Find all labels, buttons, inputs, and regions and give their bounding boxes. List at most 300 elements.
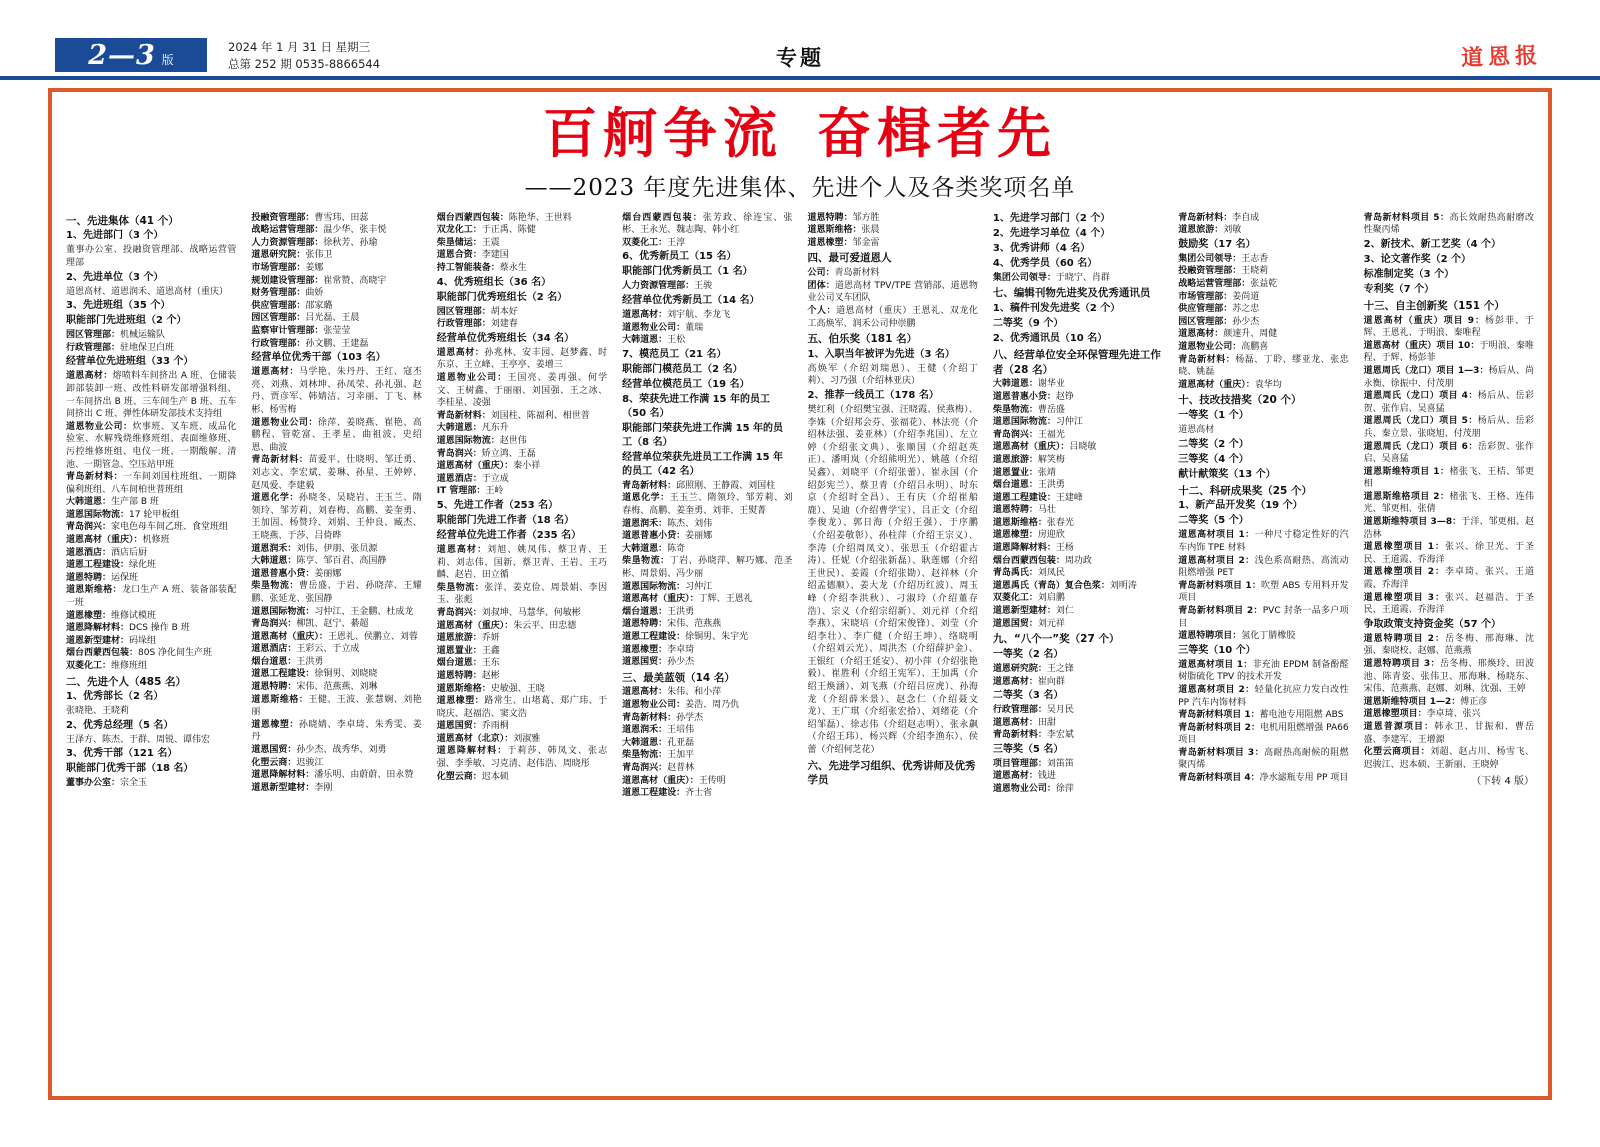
article-title [52, 102, 1548, 165]
entry-line: 道恩高材项目 2：浅色系高耐热、高流动阻燃增强 PET [1178, 555, 1349, 579]
entry-org-label: 道恩国贸： [992, 618, 1038, 629]
subsection-heading: 1、新产品开发奖（19 个） [1178, 500, 1303, 512]
entry-org-label: 道恩高材： [1178, 329, 1224, 340]
entry-line: 道恩降解材料：于莉莎、韩凤文、张志强、李季敏、习克清、赵伟浩、周晓彤 [436, 746, 608, 770]
entry-line: 青岛新材料：孙学杰 [622, 712, 704, 723]
entry-line: 道恩润禾：王培伟 [622, 725, 695, 736]
entry-org-label: 道恩酒店： [436, 473, 482, 484]
entry-org-label: 烟台道恩： [622, 606, 668, 617]
entry-org-label: 化塑云商： [436, 771, 482, 782]
entry-org-label: 道恩研究院： [251, 250, 306, 261]
entry-org-label: 道恩高材项目 1： [1178, 659, 1253, 670]
entry-line: 道恩工程建设：王建峰 [992, 492, 1083, 503]
subsection-heading: 2、先进学习单位（4 个） [992, 227, 1111, 239]
entry-org-label: 青岛润兴： [251, 619, 297, 630]
entry-org-label: 大韩道恩： [66, 497, 112, 508]
subsection-heading: 1、优秀部长（2 名） [66, 691, 164, 703]
entry-line: 供应管理部：苏之忠 [1178, 304, 1260, 315]
entry-org-label: 道恩斯维特项目 1—2： [1363, 696, 1461, 707]
entry-line: 道恩旅游：乔妍 [436, 633, 500, 644]
entry-line: 道恩物业公司：王国亮、姜再强、何学文、王树鑫、于丽丽、刘国强、王之冰、李桂星、凌强 [436, 373, 608, 409]
entry-line: 道恩特聘：邹方胜 [807, 212, 880, 223]
subsection-heading: 2、推荐一线员工（178 名） [807, 390, 939, 401]
entry-org-label: 道恩置业： [436, 645, 482, 656]
subsection-heading: 二等奖（3 名） [992, 690, 1064, 702]
entry-line: 大韩道恩：谢华业 [992, 379, 1065, 390]
entry-org-label: 财务管理部： [251, 288, 306, 299]
entry-line: 道恩高材（重庆）：秦小祥 [436, 461, 541, 472]
entry-org-label: 双菱化工： [622, 237, 668, 248]
entry-org-label: 人力资源管理部： [251, 237, 324, 248]
entry-line: 青岛润兴：矫立鸿、王磊 [436, 448, 536, 459]
entry-org-label: 道恩物业公司： [992, 784, 1056, 795]
entry-line: 园区管理部：吕光磊、王晨 [251, 313, 360, 324]
subsection-heading: 4、优秀班组长（36 名） [436, 276, 552, 288]
entry-line: 财务管理部：曲娇 [251, 288, 324, 299]
entry-line: 青岛新材料：邱照刚、王静霞、刘国柱 [622, 480, 776, 491]
entry-line: 市场管理部：姜尚道 [1178, 291, 1260, 302]
entry-line: 大韩道恩：王松 [622, 335, 686, 346]
entry-org-label: 烟台道恩： [436, 658, 482, 669]
entry-line: 青岛新材料项目 4：净水滤瓶专用 PP 项目 [1178, 773, 1349, 784]
entry-org-label: 大韩道恩： [251, 556, 297, 567]
entry-org-label: 大韩道恩： [992, 379, 1038, 390]
entry-org-label: 青岛禹氏： [992, 568, 1038, 579]
subsection-heading: 三等奖（10 个） [1178, 644, 1256, 656]
entry-org-label: 道恩高材（重庆）： [1178, 379, 1255, 390]
entry-line: 道恩高材项目 1：非充油 EPDM 制备酚醛树脂硫化 TPV 的技术开发 [1178, 659, 1349, 683]
entry-line: 道恩斯维格项目 2：楮张飞、王格、连伟光、邹更相、张倩 [1363, 491, 1534, 515]
entry-line: 烟台西蒙西包装：80S 净化间生产班 [66, 648, 213, 659]
section-heading: 四、最可爱道恩人 [807, 252, 892, 265]
entry-org-label: 道恩润禾： [251, 543, 297, 554]
entry-line: 道恩研究院：王之锋 [992, 663, 1074, 674]
entry-org-label: 道恩高材项目 1： [1178, 530, 1255, 541]
entry-line: 投融资管理部：曹雪玮、田蕊 [251, 212, 369, 223]
entry-line: 青岛润兴：家电色母车间乙班、食堂班组 [66, 522, 229, 533]
entry-line: 道恩国际物流：习仲江、王金鹏、杜成龙 [251, 606, 414, 617]
entry-line: 道恩禹氏（青岛）复合色浆：刘明涛 [992, 580, 1137, 591]
entry-org-label: 青岛新材料： [622, 712, 677, 723]
entry-line: 道恩旅游：解笑梅 [992, 454, 1065, 465]
entry-line: 道恩高材：刘旭、姚凤伟、蔡卫青、王莉、刘志伟、国新、蔡卫青、王岩、王巧麟、赵岩、田立循 [436, 544, 608, 581]
entry-org-label: 监察审计管理部： [251, 326, 324, 337]
entry-line: 道恩普惠小贷：姜丽娜 [622, 531, 713, 542]
entry-line: 道恩新型建材：码垛组 [66, 635, 157, 646]
entry-org-label: 道恩高材： [251, 367, 299, 378]
entry-org-label: 青岛润兴： [992, 429, 1038, 440]
entry-org-label: 柴垦储运： [436, 237, 482, 248]
entry-line: 道恩酒店：于立成 [436, 473, 509, 484]
subsection-heading: 二等奖（2 个） [1178, 438, 1249, 450]
entry-org-label: 青岛新材料： [992, 730, 1047, 741]
entry-org-label: 道恩特聘： [992, 505, 1038, 516]
entry-org-label: 战略运营管理部： [1178, 279, 1251, 290]
entry-org-label: 道恩斯维格： [251, 694, 309, 705]
entry-org-label: 青岛新材料： [251, 455, 309, 466]
subsection-heading: 职能部门优秀班组长（2 名） [436, 291, 568, 303]
entry-org-label: IT 管理部： [436, 486, 486, 497]
entry-org-label: 道恩润禾： [622, 725, 668, 736]
entry-line: 道恩橡塑项目：李卓琦、张兴 [1363, 709, 1481, 720]
entry-line: 投融资管理部：王晓莉 [1178, 266, 1269, 277]
entry-line: 道恩润禾：陈杰、刘伟 [622, 518, 713, 529]
entry-org-label: 烟台西蒙西包装： [622, 212, 703, 223]
entry-org-label: 道恩周氏（龙口）项目 5： [1363, 416, 1478, 427]
entry-org-label: 道恩国贸： [436, 721, 482, 732]
entry-org-label: 道恩高材（重庆）： [66, 535, 143, 546]
subsection-heading: 职能部门先进工作者（18 名） [436, 514, 575, 526]
entry-line: 个人：道恩高材（重庆）王恩礼、双龙化工高焕军、润禾公司仲崇鹏 [807, 305, 978, 329]
entry-line: 烟台西蒙西包装：张芳政、徐连宝、张彬、王永光、魏志陶、韩小红 [622, 212, 793, 236]
entry-org-label: 道恩高材项目 2： [1178, 684, 1255, 695]
entry-line: 道恩工程建设：齐士省 [622, 788, 713, 799]
entry-line: 道恩橡塑项目 2：李卓琦、张兴、王道霞、乔海洋 [1363, 567, 1534, 591]
entry-line: 烟台西蒙西包装：周功政 [992, 555, 1092, 566]
entry-line: 道恩旅游：刘敏 [1178, 225, 1242, 236]
entry-line: 道恩研究院：张伟卫 [251, 250, 333, 261]
entry-line: 青岛新材料项目 1：蓄电池专用阻燃 ABS [1178, 710, 1344, 721]
entry-org-label: 道恩高材： [992, 676, 1038, 687]
entry-line: 青岛润兴：王福光 [992, 429, 1065, 440]
subsection-heading: 2、新技术、新工艺奖（4 个） [1363, 238, 1502, 250]
subsection-heading: 8、荣获先进工作满 15 年的员工（50 名） [622, 393, 770, 419]
entry-org-label: 行政管理部： [251, 338, 306, 349]
entry-org-label: 道恩高材： [992, 717, 1038, 728]
entry-org-label: 道恩高材（重庆）： [992, 442, 1070, 453]
entry-line: 双龙化工：于正禹、陈健 [436, 225, 536, 236]
entry-line: 烟台道恩：王东 [436, 658, 500, 669]
entry-line: 道恩物业公司：姜浩、周乃仇 [622, 700, 740, 711]
subsection-heading: 3、优秀干部（121 名） [66, 748, 178, 760]
entry-line: 道恩斯维格：张春光 [992, 517, 1074, 528]
entry-line: 园区管理部：孙少杰 [1178, 316, 1260, 327]
entry-line: 道恩高材：钱进 [992, 771, 1056, 782]
entry-line: 道恩普惠小贷：赵铮 [992, 391, 1074, 402]
entry-org-label: 道恩工程建设： [622, 788, 686, 799]
entry-line: 道恩国际物流：习仲江 [622, 581, 713, 592]
entry-line: 道恩高材：田甜 [992, 717, 1056, 728]
entry-line: 道恩橡塑：路常生、山堵葛、郑广玮、于晓庆、赵福浩、窦文浩 [436, 696, 608, 719]
entry-line: 青岛新材料：李自成 [1178, 212, 1260, 223]
entry-org-label: 道恩研究院： [992, 663, 1047, 674]
entry-line: 道恩高材（重庆）项目 9：杨彭菲、于辉、王恩礼、于明浪、秦唯程 [1363, 315, 1534, 339]
entry-org-label: 持工智能装备： [436, 263, 500, 274]
entry-org-label: 规划建设管理部： [251, 275, 324, 286]
entry-line: 道恩物业公司：董瑞 [622, 322, 704, 333]
subsection-heading: 标准制定奖（3 个） [1363, 268, 1455, 280]
entry-org-label: 供应管理部： [251, 300, 306, 311]
entry-org-label: 道恩特聘： [251, 682, 297, 693]
entry-org-label: 道恩高材： [622, 687, 668, 698]
entry-line: 道恩特聘：宋伟、范燕燕、刘琳 [251, 682, 378, 693]
entry-line: 道恩物业公司：徐萍、姜晓燕、崔艳、高鹏程、管乾富、王孝星、曲祖波、史绍恩、曲波 [251, 417, 422, 453]
subsection-heading: 经营单位荣获先进员工工作满 15 年的员工（42 名） [622, 451, 784, 477]
entry-line: 道恩物业公司：高鹏喜 [1178, 342, 1269, 353]
entry-org-label: 投融资管理部： [1178, 266, 1242, 277]
entry-line: 道恩周氏（龙口）项目 4：杨后从、岳彩贺、张作启、吴喜猛 [1363, 391, 1534, 414]
subsection-heading: 经营单位先进班组（33 个） [66, 356, 194, 368]
date-line: 2024 年 1 月 31 日 星期三 [228, 40, 371, 54]
section-heading: 十三、自主创新奖（151 个） [1363, 299, 1505, 312]
entry-line: 道恩新型建材：李刚 [251, 782, 333, 793]
entry-org-label: 道恩特聘： [66, 572, 112, 583]
subsection-heading: 7、模范员工（21 名） [622, 348, 727, 360]
entry-org-label: 道恩橡塑项目： [1363, 709, 1427, 720]
entry-line: 道恩高材（重庆）：朱云平、田忠德 [436, 620, 577, 631]
paper-name: 道恩报 [1460, 42, 1543, 72]
entry-line: 园区管理部：机械运输队 [66, 330, 166, 341]
entry-line: 道恩高材项目 1：一种尺寸稳定性好的汽车内饰 TPE 材料 [1178, 530, 1349, 553]
entry-org-label: 道恩特聘： [807, 212, 853, 223]
entry-line: 道恩普源项目：韩永卫、甘振和、曹岳盛、李建军、王增源 [1363, 721, 1534, 745]
entry-org-label: 道恩普惠小贷： [622, 531, 686, 542]
entry-line: 项目管理部：刘笛笛 [992, 758, 1074, 769]
entry-org-label: 道恩工程建设： [251, 669, 315, 680]
entry-org-label: 团体： [807, 280, 835, 291]
entry-line: 青岛润兴：赵普林 [622, 763, 695, 773]
entry-org-label: 双菱化工： [66, 661, 112, 671]
entry-line: 道恩润禾：刘伟、伊朋、张员源 [251, 543, 378, 554]
entry-org-label: 道恩国际物流： [66, 509, 130, 520]
entry-line: 道恩降解材料：王杨 [992, 543, 1074, 554]
entry-org-label: 园区管理部： [1178, 316, 1233, 327]
entry-line: 青岛新材料项目 3：高耐热高耐候的阻燃聚丙烯 [1178, 747, 1349, 771]
entry-org-label: 道恩橡塑项目 1： [1363, 542, 1445, 553]
entry-line: 烟台道恩：王洪勇 [992, 480, 1065, 491]
masthead-rule [0, 76, 1600, 80]
entry-org-label: 青岛润兴： [436, 448, 482, 459]
entry-line: 道恩物业公司：徐萍 [992, 784, 1074, 795]
entry-org-label: 道恩物业公司： [622, 700, 686, 711]
entry-org-label: 烟台西蒙西包装： [992, 555, 1065, 566]
entry-org-label: 道恩高材（重庆）： [436, 461, 514, 472]
entry-line: 张晓艳、王晓莉 [66, 706, 130, 717]
entry-org-label: 道恩旅游： [436, 633, 482, 644]
subsection-heading: 鼓励奖（17 名） [1178, 238, 1256, 250]
section-heading: 二、先进个人（485 名） [66, 675, 187, 688]
entry-org-label: 柴垦物流： [436, 582, 485, 593]
entry-line: 道恩橡塑：孙晓婧、李卓琦、朱秀雯、姜丹 [251, 719, 422, 743]
entry-line: 道恩特聘：赵彬 [436, 670, 500, 681]
article-frame [48, 88, 1552, 1100]
subsection-heading: 2、先进单位（3 个） [66, 271, 164, 283]
entry-org-label: 道恩降解材料： [251, 770, 315, 781]
entry-org-label: 道恩新型建材： [66, 635, 130, 646]
entry-org-label: 园区管理部： [66, 330, 121, 341]
entry-org-label: 战略运营管理部： [251, 225, 324, 236]
entry-line: 战略运营管理部：温少华、张丰悦 [251, 225, 387, 236]
entry-line: 道恩高材：崔向群 [992, 676, 1065, 687]
entry-line: 道恩化学：王玉兰、隋领玲、邹芳莉、刘春梅、高鹏、姜奎勇、刘菲、王熨菁 [622, 493, 793, 517]
entry-org-label: 道恩物业公司： [66, 421, 133, 432]
entry-org-label: 道恩斯维格： [807, 225, 862, 236]
entry-line: 集团公司领导：于晓宁、肖群 [992, 272, 1110, 283]
entry-line: 道恩周氏（龙口）项目 6：岳彩贺、张作启、吴喜猛 [1363, 441, 1534, 465]
entry-org-label: 道恩高材项目 2： [1178, 555, 1255, 566]
entry-line: 道恩置业：王鑫 [436, 645, 500, 656]
entry-org-label: 道恩新型建材： [992, 606, 1056, 617]
entry-line: 烟台道恩：王洪勇 [622, 606, 695, 617]
subsection-heading: 2、优秀总经理（5 名） [66, 719, 174, 731]
entry-line: 道恩高材：刘宇航、李龙飞 [622, 310, 731, 321]
subsection-heading: 一等奖（2 名） [992, 648, 1064, 660]
entry-line: IT 管理部：王岭 [436, 486, 504, 497]
entry-org-label: 青岛润兴： [66, 522, 112, 533]
entry-org-label: 青岛润兴： [436, 607, 482, 618]
entry-line: 道恩特聘：马壮 [992, 505, 1056, 516]
entry-line: 柴垦物流：曹岳盛 [992, 404, 1065, 415]
subsection-heading: 三等奖（4 个） [1178, 453, 1249, 465]
section-heading: 九、“八个一”奖（27 个） [992, 633, 1120, 646]
entry-org-label: 道恩高材（重庆）： [622, 594, 699, 605]
continuation-note: （下转 4 版） [1471, 776, 1534, 788]
entry-org-label: 道恩化学： [622, 493, 670, 504]
entry-org-label: 道恩斯维格： [992, 517, 1047, 528]
entry-line: 道恩置业：张靖 [992, 467, 1056, 478]
entry-line: 道恩高材（重庆）：吕晓敏 [992, 442, 1097, 453]
subsection-heading: 5、先进工作者（253 名） [436, 499, 559, 511]
entry-org-label: 道恩物业公司： [436, 373, 508, 384]
entry-line: 道恩高材：朱伟、和小萍 [622, 687, 722, 698]
entry-line: 董事办公室、投融资管理部、战略运营管理部 [66, 245, 237, 268]
entry-line: 青岛新材料项目 2：PVC 封条一品多户项目 [1178, 605, 1349, 629]
entry-org-label: 化塑云商项目： [1363, 747, 1431, 758]
subsection-heading: 1、入职当年被评为先进（3 名） [807, 348, 955, 360]
entry-line: 道恩特聘项目 2：岳冬梅、邢海琳、沈强、秦晓校、赵娜、范燕燕 [1363, 633, 1534, 657]
entry-line: 道恩高材：马学艳、朱丹丹、王红、寇丕亮、刘燕、刘林坤、孙凤荣、孙礼强、赵丹、贾彦军、韩婧洁、习幸丽、丁飞、林彬、杨雪梅 [251, 367, 422, 415]
subsection-heading: 经营单位优秀班组长（34 名） [436, 332, 575, 344]
subsection-heading: 献计献策奖（13 个） [1178, 468, 1276, 480]
entry-line: 柴垦物流：丁岩、孙晓萍、解巧娜、范圣彬、周景娟、冯少丽 [622, 556, 793, 579]
entry-org-label: 道恩高材（重庆）： [436, 620, 514, 631]
entry-org-label: 道恩橡塑： [66, 610, 112, 621]
entry-org-label: 双菱化工： [992, 593, 1038, 604]
entry-line: 道恩降解材料：DCS 操作 B 班 [66, 623, 190, 634]
entry-line: 道恩斯维格：王健、王波、张慧娴、刘艳丽 [251, 694, 422, 718]
entry-line: 青岛新材料：杨磊、丁聆、缪亚龙、张忠晓、姚磊 [1178, 354, 1349, 378]
issue-line: 总第 252 期 0535-8866544 [228, 56, 381, 71]
entry-org-label: 公司： [807, 268, 835, 279]
entry-org-label: 道恩高材： [436, 544, 488, 555]
entry-org-label: 柴垦物流： [622, 556, 670, 567]
entry-line: 道恩特聘项目 3：岳冬梅、邢焕玲、田波池、陈青姿、张伟卫、邢海琳、杨晓东、宋伟、范燕燕、赵娜、刘琳、沈强、王婷 [1363, 659, 1534, 695]
page-number: 2—3 [88, 39, 156, 71]
entry-line: 青岛新材料：苗爱平、仕晓明、邹迁勇、刘志文、李宏斌、姜琳、孙星、王婷婷、赵凤爱、李建毅 [251, 455, 422, 491]
entry-line: 道恩高材：孙兆林、安丰园、赵梦鑫、时东京、王立峰、王亭亭、姜增三 [436, 347, 608, 371]
entry-line: 市场管理部：姜娜 [251, 263, 324, 274]
entry-org-label: 道恩高材（重庆）项目 9： [1363, 315, 1485, 326]
entry-line: 道恩高材（重庆）：王恩礼、侯鹏立、刘蓉 [251, 631, 418, 642]
entry-org-label: 道恩高材： [66, 371, 113, 382]
section-title: 专题 [776, 46, 824, 70]
entry-line: 道恩斯维格：龙口生产 A 班、装备部装配一班 [66, 585, 237, 609]
entry-line: 道恩国际物流：习仲江 [992, 417, 1083, 428]
entry-org-label: 柴垦物流： [622, 750, 668, 761]
entry-org-label: 道恩特聘项目 2： [1363, 633, 1445, 644]
entry-org-label: 集团公司领导： [992, 272, 1056, 283]
entry-org-label: 道恩工程建设： [992, 492, 1056, 503]
entry-line: 双菱化工：刘启鹏 [992, 593, 1065, 604]
entry-line: 道恩工程建设：绿化班 [66, 560, 157, 571]
subsection-heading: 1、稿件刊发先进奖（2 个） [992, 302, 1121, 314]
entry-line: 人力资源管理部：王骏 [622, 281, 713, 292]
entry-org-label: 人力资源管理部： [622, 281, 695, 292]
entry-line: 烟台道恩：王洪勇 [251, 656, 324, 667]
subsection-heading: 1、先进部门（3 个） [66, 230, 164, 242]
entry-line: 道恩特聘：运保班 [66, 572, 139, 583]
entry-line: 柴垦物流：王加平 [622, 750, 695, 761]
entry-line: 双菱化工：维修班组 [66, 661, 148, 671]
entry-org-label: 道恩置业： [992, 467, 1038, 478]
entry-org-label: 行政管理部： [436, 319, 491, 330]
entry-line: 监察审计管理部：张莹莹 [251, 326, 351, 337]
entry-line: 高焕军（介绍刘瑞恩）、王健（介绍丁莉）、习乃强（介绍林亚庆） [807, 363, 978, 387]
entry-line: 道恩合资：李建国 [436, 250, 509, 261]
subsection-heading: 一等奖（1 个） [1178, 410, 1249, 422]
entry-org-label: 道恩工程建设： [66, 560, 130, 571]
entry-line: 道恩国际物流：17 轮甲板组 [66, 509, 180, 520]
entry-line: 化塑云商项目：刘超、赵占川、杨雪飞、迟骏江、迟本硕、王新丽、王晓婷 [1363, 747, 1534, 770]
page-number-suffix: 版 [161, 52, 174, 67]
entry-org-label: 大韩道恩： [622, 737, 668, 748]
entry-org-label: 道恩橡塑项目 2： [1363, 567, 1445, 578]
entry-org-label: 市场管理部： [1178, 291, 1233, 302]
entry-line: 规划建设管理部：崔常赞、高晓宇 [251, 275, 387, 286]
section-heading: 七、编辑刊物先进奖及优秀通讯员 [992, 287, 1151, 300]
subsection-heading: 经营单位优秀新员工（14 名） [622, 295, 760, 307]
entry-org-label: 双龙化工： [436, 225, 482, 236]
entry-org-label: 投融资管理部： [251, 212, 315, 223]
entry-line: 青岛新材料：刘国柱、陈福利、相世普 [436, 410, 590, 421]
entry-org-label: 道恩周氏（龙口）项目 4： [1363, 391, 1478, 402]
entry-line: 道恩高材（重庆）：丁辉、王恩礼 [622, 594, 753, 605]
entry-org-label: 道恩国贸： [622, 657, 668, 668]
title-left: 百舸争流 [543, 102, 783, 165]
entry-org-label: 道恩国际物流： [436, 436, 500, 446]
entry-line: 道恩特聘项目：氢化丁腈橡胶 [1178, 631, 1296, 642]
entry-org-label: 大韩道恩： [622, 335, 668, 346]
entry-line: 道恩国贸：孙少杰、战秀华、刘勇 [251, 745, 387, 756]
entry-org-label: 青岛新材料： [1178, 354, 1236, 365]
entry-line: 供应管理部：邵家璐 [251, 300, 333, 311]
entry-line: 公司：青岛新材料 [807, 268, 880, 279]
entry-org-label: 大韩道恩： [622, 543, 668, 554]
entry-org-label: 道恩酒店： [251, 644, 297, 655]
entry-line: 王泽方、陈杰、于群、周锐、谭伟宏 [66, 734, 211, 745]
entry-org-label: 青岛新材料项目 2： [1178, 722, 1261, 733]
entry-org-label: 园区管理部： [436, 306, 491, 317]
entry-line: 大韩道恩：孔亚磊 [622, 737, 695, 748]
entry-line: 道恩高材（重庆）：袁华均 [1178, 379, 1282, 390]
entry-line: 大韩道恩：凡东升 [436, 423, 509, 434]
entry-org-label: 道恩橡塑： [251, 719, 299, 730]
entry-line: 道恩高材项目 2：轻量化抗应力发白改性 PP 汽车内饰材料 [1178, 684, 1349, 708]
section-heading: 八、经营单位安全环保管理先进工作者（28 名） [992, 348, 1161, 376]
subsection-heading: 3、论文著作奖（2 个） [1363, 253, 1472, 265]
entry-line: 柴垦物流：张洋、姜克俭、周景娟、李因玉、张彪 [436, 582, 608, 606]
entry-org-label: 供应管理部： [1178, 304, 1233, 315]
entry-line: 道恩高材（北京）：刘淑雅 [436, 733, 541, 744]
entry-line: 道恩周氏（龙口）项目 5：杨后从、岳彩兵、秦立景、张晓旭、付茂朋 [1363, 416, 1534, 439]
entry-org-label: 青岛新材料： [1178, 212, 1233, 223]
entry-org-label: 道恩高材（重庆）项目 10： [1363, 340, 1480, 351]
entry-org-label: 道恩特聘： [622, 619, 668, 630]
entry-line: 道恩高材（重庆）项目 10：于明浪、秦唯程、于辉、杨彭菲 [1363, 340, 1534, 364]
entry-line: 化塑云商：迟本硕 [436, 771, 509, 782]
subsection-heading: 6、优秀新员工（15 名） [622, 251, 737, 263]
entry-line: 道恩斯维格：史敏强、王晓 [436, 683, 545, 694]
